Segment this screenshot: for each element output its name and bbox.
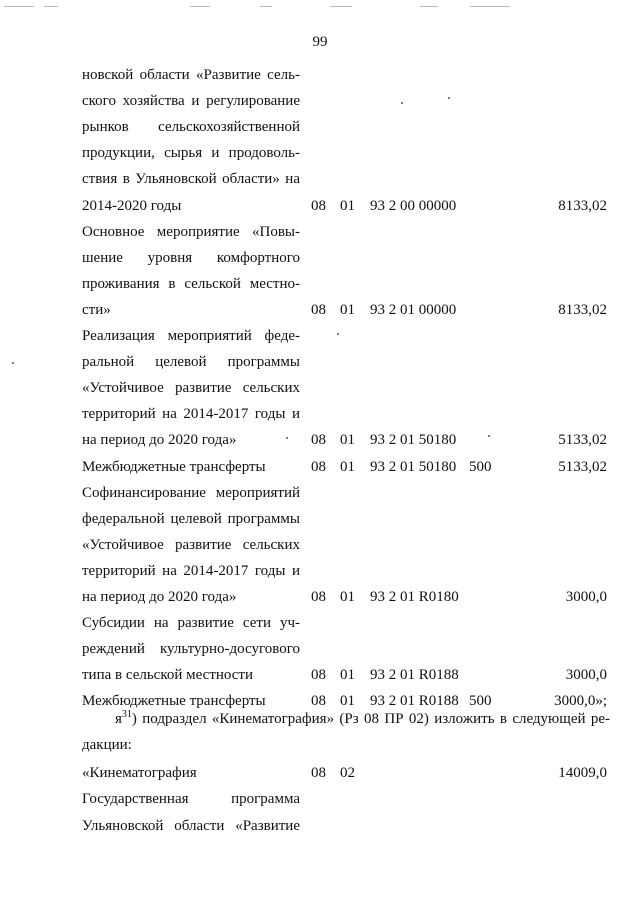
cell-sum: 5133,02 (558, 432, 607, 449)
table-row (0, 223, 640, 249)
table-row (0, 353, 640, 379)
cell-csr: 93 2 01 R0188 (370, 693, 459, 710)
page-number: 99 (312, 34, 328, 50)
table-row (0, 405, 640, 431)
table-row (0, 536, 640, 562)
cell-sum: 3000,0 (565, 667, 607, 684)
cell-name: Субсидии на развитие сети уч- (82, 615, 300, 632)
table-row (0, 588, 640, 614)
cell-pr: 01 (340, 693, 355, 710)
cell-name: территорий на 2014-2017 годы и (82, 562, 300, 579)
cell-vr: 500 (469, 458, 492, 475)
cell-sum: 8133,02 (558, 197, 607, 214)
cell-rz: 08 (311, 301, 326, 318)
table-row (0, 301, 640, 327)
table-row (0, 510, 640, 536)
cell-pr: 01 (340, 432, 355, 449)
cell-pr: 02 (340, 765, 355, 781)
cell-sum: 5133,02 (558, 458, 607, 475)
amendment-line-2: дакции: (82, 737, 132, 753)
cell-name: на период до 2020 года» (82, 432, 237, 449)
cell-name: шение уровня комфортного (82, 249, 300, 266)
cell-name: Ульяновской области «Развитие (82, 817, 300, 834)
cell-csr: 93 2 00 00000 (370, 197, 457, 214)
cell-name: продукции, сырья и продоволь- (82, 145, 300, 162)
scan-speck (337, 333, 339, 335)
cell-name: Государственная программа (82, 791, 300, 808)
scan-edge-noise (0, 6, 640, 7)
cell-sum: 3000,0 (565, 589, 607, 605)
cell-sum: 3000,0»; (554, 693, 607, 710)
cell-pr: 01 (340, 667, 355, 684)
cell-pr: 01 (340, 301, 355, 318)
cell-csr: 93 2 01 R0188 (370, 667, 459, 684)
cell-name: сти» (82, 301, 111, 318)
cell-sum: 8133,02 (558, 301, 607, 318)
table-row (0, 144, 640, 170)
cell-csr: 93 2 01 50180 (370, 432, 457, 449)
cell-rz: 08 (311, 765, 326, 781)
cell-name: федеральной целевой программы (82, 510, 300, 527)
cell-sum: 14009,0 (558, 765, 607, 781)
cell-name: «Кинематография (82, 765, 197, 781)
table-row (0, 275, 640, 301)
scan-speck (448, 97, 450, 99)
cell-name: Основное мероприятие «Повы- (82, 223, 300, 240)
cell-name: типа в сельской местности (82, 667, 254, 684)
cell-pr: 01 (340, 458, 355, 475)
cell-csr: 93 2 01 50180 (370, 458, 457, 475)
amendment-line-1 (82, 710, 610, 736)
cell-name: проживания в сельской местно- (82, 275, 300, 292)
table-row (0, 817, 640, 843)
table-row (0, 431, 640, 457)
scan-speck (12, 362, 14, 364)
cell-name: Софинансирование мероприятий (82, 484, 300, 501)
cell-name: Межбюджетные трансферты (82, 458, 266, 475)
cell-name: рынков сельскохозяйственной (82, 119, 300, 136)
cell-name: реждений культурно-досугового (82, 641, 300, 658)
table-row (0, 170, 640, 196)
cell-rz: 08 (311, 589, 326, 605)
cell-name: ского хозяйства и регулирование (82, 93, 300, 110)
scan-speck (286, 437, 288, 439)
cell-name: территорий на 2014-2017 годы и (82, 406, 300, 423)
table-row (0, 118, 640, 144)
amendment-superscript: 31 (121, 709, 132, 720)
scan-speck (488, 435, 490, 437)
table-row (0, 66, 640, 92)
cell-rz: 08 (311, 197, 326, 214)
cell-name: на период до 2020 года» (82, 589, 237, 605)
table-row (0, 197, 640, 223)
amendment-text: ) подраздел «Кинематография» (Рз 08 ПР 02) изложить в следующей ре- (131, 711, 610, 727)
table-row (0, 764, 640, 790)
cell-name: ствия в Ульяновской области» на (82, 171, 300, 188)
cell-name: Межбюджетные трансферты (82, 693, 266, 710)
table-row (0, 790, 640, 816)
table-row (0, 666, 640, 692)
cell-rz: 08 (311, 667, 326, 684)
cell-csr: 93 2 01 R0180 (370, 589, 459, 605)
cell-rz: 08 (311, 693, 326, 710)
cell-name: Реализация мероприятий феде- (82, 328, 300, 344)
cell-pr: 01 (340, 589, 355, 605)
cell-name: 2014-2020 годы (82, 197, 182, 214)
table-row (0, 614, 640, 640)
cell-name: «Устойчивое развитие сельских (82, 536, 300, 553)
cell-name: ральной целевой программы (82, 354, 300, 371)
table-row (0, 249, 640, 275)
cell-vr: 500 (469, 693, 492, 710)
cell-pr: 01 (340, 197, 355, 214)
cell-name: «Устойчивое развитие сельских (82, 380, 300, 397)
cell-csr: 93 2 01 00000 (370, 301, 457, 318)
amendment-paragraph (82, 710, 610, 762)
table-row (0, 92, 640, 118)
table-row (0, 562, 640, 588)
table-row (0, 458, 640, 484)
table-row (0, 379, 640, 405)
cell-rz: 08 (311, 458, 326, 475)
table-row (0, 640, 640, 666)
table-row (0, 484, 640, 510)
cell-rz: 08 (311, 432, 326, 449)
cell-name: новской области «Развитие сель- (82, 67, 300, 83)
table-row (0, 327, 640, 353)
amendment-letter: я (115, 711, 122, 727)
scan-speck (401, 102, 403, 104)
